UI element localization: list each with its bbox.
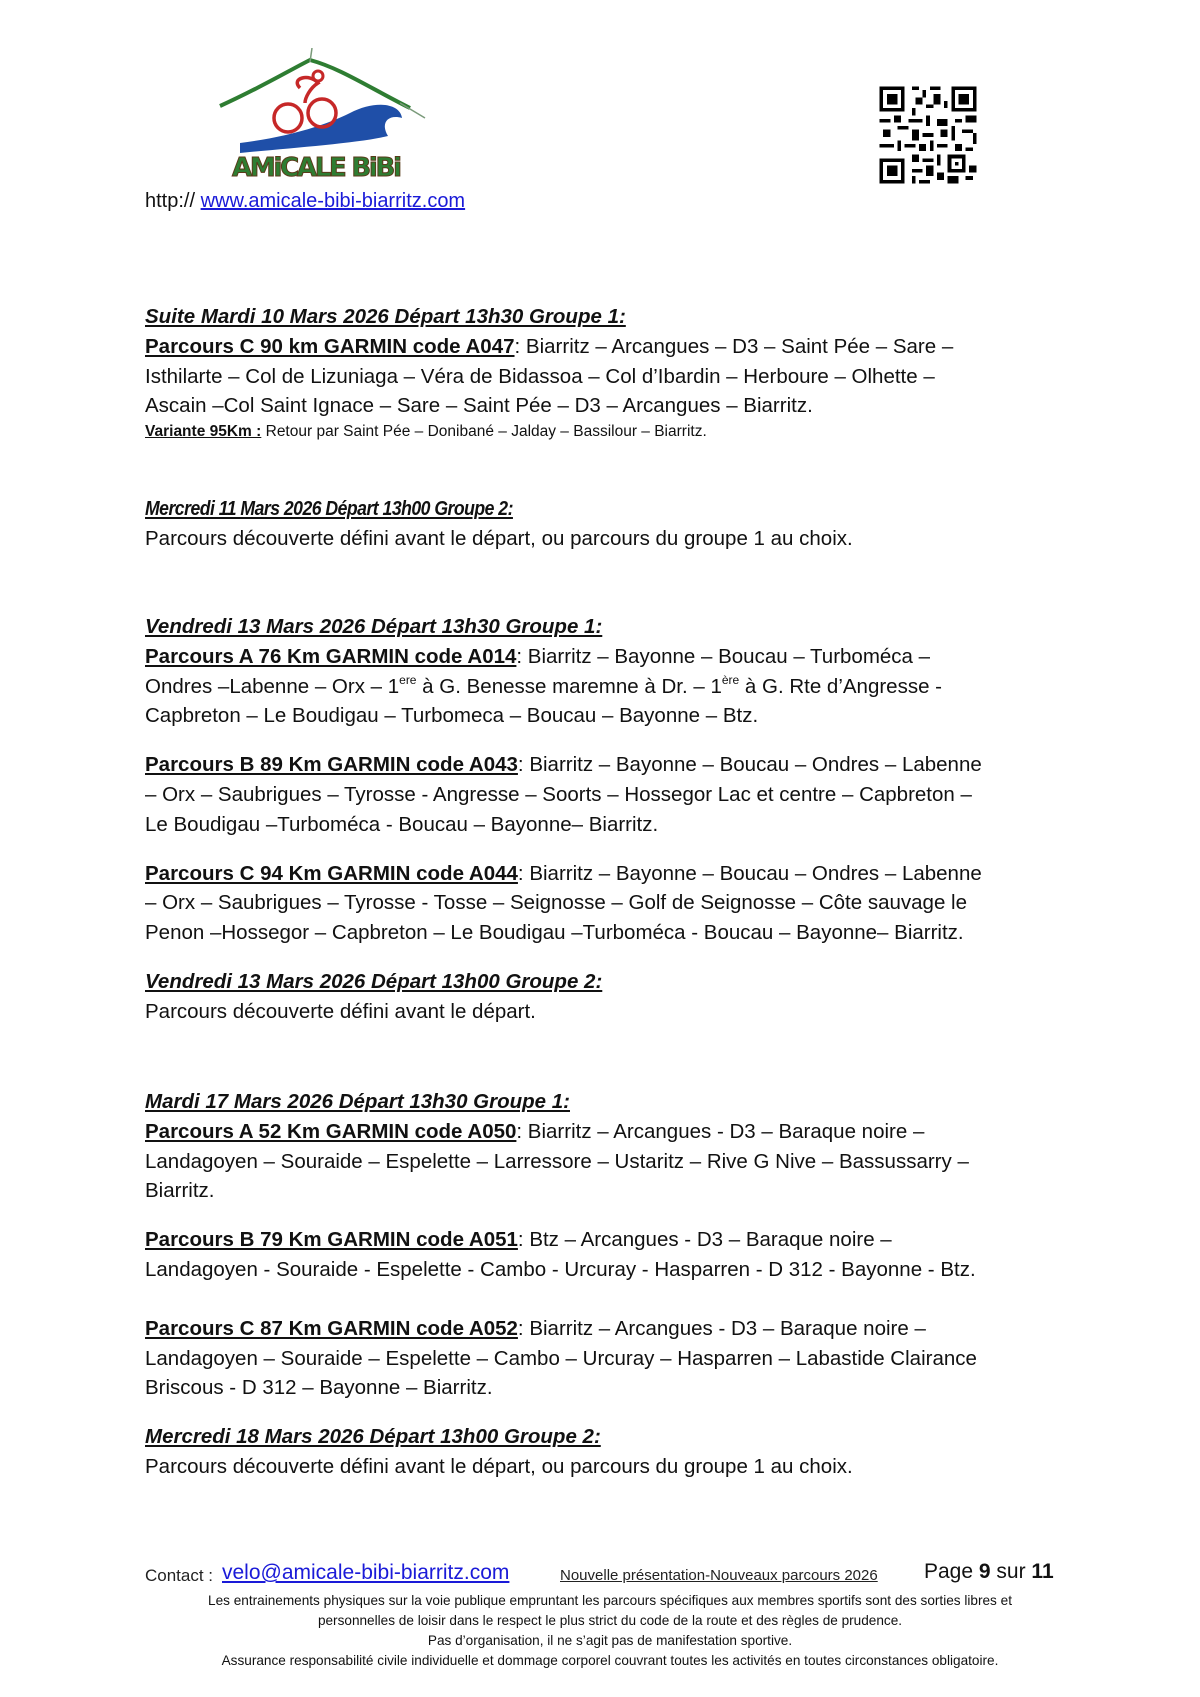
- section-heading: Vendredi 13 Mars 2026 Départ 13h00 Groupe 2:: [145, 969, 603, 993]
- section-mercredi-18: [145, 1422, 1070, 1482]
- route-text: à G. Rte d’Angresse -: [739, 674, 943, 698]
- superscript: ère: [721, 672, 740, 687]
- section-text: Parcours découverte défini avant le départ, ou parcours du groupe 1 au choix.: [145, 526, 853, 550]
- route-text: Le Boudigau –Turboméca - Boucau – Bayonne– Biarritz.: [145, 812, 659, 836]
- route-block: [145, 750, 1070, 839]
- route-text: Ondres –Labenne – Orx – 1: [145, 674, 400, 698]
- route-text: Capbreton – Le Boudigau – Turbomeca – Boucau – Bayonne – Btz.: [145, 704, 759, 728]
- route-text: Isthilarte – Col de Lizuniaga – Véra de Bidassoa – Col d’Ibardin – Herboure – Olhette –: [145, 364, 935, 388]
- route-text: : Biarritz – Bayonne – Boucau – Ondres – Labenne: [517, 753, 982, 777]
- logo-text: AMiCALE BiBi: [232, 153, 402, 183]
- section-heading: Mercredi 11 Mars 2026 Départ 13h00 Groupe 2:: [145, 497, 513, 520]
- footer-bar: [145, 1560, 1070, 1590]
- route-title: Parcours C 87 Km GARMIN code A052: [145, 1316, 518, 1340]
- section-heading: Mardi 17 Mars 2026 Départ 13h30 Groupe 1:: [145, 1090, 570, 1113]
- section-mercredi-11: [145, 494, 1070, 554]
- route-text: Biarritz.: [145, 1179, 215, 1203]
- route-text: – Orx – Saubrigues – Tyrosse - Tosse – Seignosse – Golf de Seignosse – Côte sauvage le: [145, 891, 968, 915]
- disclaimer-line: personnelles de loisir dans le respect le plus strict du code de la route et des règles de prudence.: [317, 1613, 903, 1628]
- route-text: : Biarritz – Arcangues – D3 – Saint Pée – Sare –: [514, 334, 954, 358]
- url-prefix: http://: [145, 190, 196, 212]
- section-heading: Suite Mardi 10 Mars 2026 Départ 13h30 Groupe 1:: [145, 305, 626, 328]
- route-block: [145, 859, 1070, 948]
- superscript: ere: [399, 672, 417, 687]
- route-block: [145, 332, 1070, 421]
- section-heading: Vendredi 13 Mars 2026 Départ 13h30 Groupe 1:: [145, 615, 603, 638]
- disclaimer-line: Les entrainements physiques sur la voie publique empruntant les parcours spécifiques aux membres sportifs sont des sorties libres et: [208, 1593, 1012, 1608]
- page-of: sur: [990, 1560, 1032, 1583]
- disclaimer-line: Pas d’organisation, il ne s’agit pas de manifestation sportive.: [427, 1633, 793, 1648]
- route-text: à G. Benesse maremne à Dr. – 1: [416, 674, 722, 698]
- route-text: : Biarritz – Bayonne – Boucau – Turboméca –: [516, 644, 931, 668]
- document-title: Nouvelle présentation-Nouveaux parcours 2026: [560, 1567, 878, 1584]
- route-text: : Btz – Arcangues - D3 – Baraque noire –: [517, 1228, 892, 1252]
- route-title: Parcours C 94 Km GARMIN code A044: [145, 861, 518, 885]
- contact-label: Contact :: [145, 1566, 214, 1585]
- page-current: 9: [978, 1560, 991, 1583]
- route-text: Penon –Hossegor – Capbreton – Le Boudigau –Turboméca - Boucau – Bayonne– Biarritz.: [145, 921, 964, 945]
- disclaimer-line: Assurance responsabilité civile individuelle et dommage corporel couvrant toutes les activités en toutes circonstances obligatoire.: [221, 1653, 999, 1668]
- route-title: Parcours A 76 Km GARMIN code A014: [145, 644, 517, 668]
- route-title: Parcours A 52 Km GARMIN code A050: [145, 1119, 517, 1143]
- page-word: Page: [924, 1560, 979, 1583]
- variant-label: Variante 95Km :: [145, 423, 262, 441]
- route-title: Parcours C 90 km GARMIN code A047: [145, 334, 515, 358]
- variant-text: Retour par Saint Pée – Donibané – Jalday – Bassilour – Biarritz.: [261, 423, 707, 441]
- club-logo: [210, 48, 440, 183]
- section-vendredi-13-g2: [145, 967, 1070, 1027]
- qr-code: [876, 83, 980, 187]
- page-indicator: [924, 1560, 1054, 1584]
- section-vendredi-13-g1: [145, 612, 1070, 1027]
- route-text: Landagoyen – Souraide – Espelette – Larressore – Ustaritz – Rive G Nive – Bassussarry –: [145, 1149, 969, 1173]
- variant-line: [145, 421, 1070, 443]
- club-logo-graphic: [210, 48, 440, 183]
- route-text: Landagoyen - Souraide - Espelette - Cambo - Urcuray - Hasparren - D 312 - Bayonne - Btz.: [145, 1257, 976, 1281]
- route-block: [145, 1314, 1070, 1403]
- contact-email-link[interactable]: velo@amicale-bibi-biarritz.com: [222, 1561, 510, 1584]
- section-mardi-17: [145, 1087, 1070, 1482]
- website-line: [145, 190, 465, 213]
- route-text: : Biarritz – Bayonne – Boucau – Ondres – Labenne: [517, 861, 982, 885]
- page-total: 11: [1031, 1560, 1054, 1583]
- route-title: Parcours B 79 Km GARMIN code A051: [145, 1228, 518, 1252]
- route-text: Ascain –Col Saint Ignace – Sare – Saint Pée – D3 – Arcangues – Biarritz.: [145, 394, 813, 418]
- route-text: Briscous - D 312 – Bayonne – Biarritz.: [145, 1376, 493, 1400]
- route-text: : Biarritz – Arcangues - D3 – Baraque noire –: [516, 1119, 925, 1143]
- route-title: Parcours B 89 Km GARMIN code A043: [145, 753, 518, 777]
- route-text: – Orx – Saubrigues – Tyrosse - Angresse – Soorts – Hossegor Lac et centre – Capbreton –: [145, 782, 972, 806]
- route-text: : Biarritz – Arcangues - D3 – Baraque noire –: [517, 1316, 926, 1340]
- section-text: Parcours découverte défini avant le départ.: [145, 999, 536, 1023]
- section-heading: Mercredi 18 Mars 2026 Départ 13h00 Groupe 2:: [145, 1425, 601, 1449]
- route-block: [145, 1117, 1070, 1206]
- qr-code-graphic: [876, 83, 980, 187]
- section-mardi-10: [145, 302, 1070, 443]
- route-block: [145, 642, 1070, 731]
- section-text: Parcours découverte défini avant le départ, ou parcours du groupe 1 au choix.: [145, 1454, 853, 1478]
- route-block: [145, 1225, 1070, 1285]
- website-link[interactable]: www.amicale-bibi-biarritz.com: [200, 190, 466, 212]
- route-text: Landagoyen – Souraide – Espelette – Cambo – Urcuray – Hasparren – Labastide Clairance: [145, 1346, 977, 1370]
